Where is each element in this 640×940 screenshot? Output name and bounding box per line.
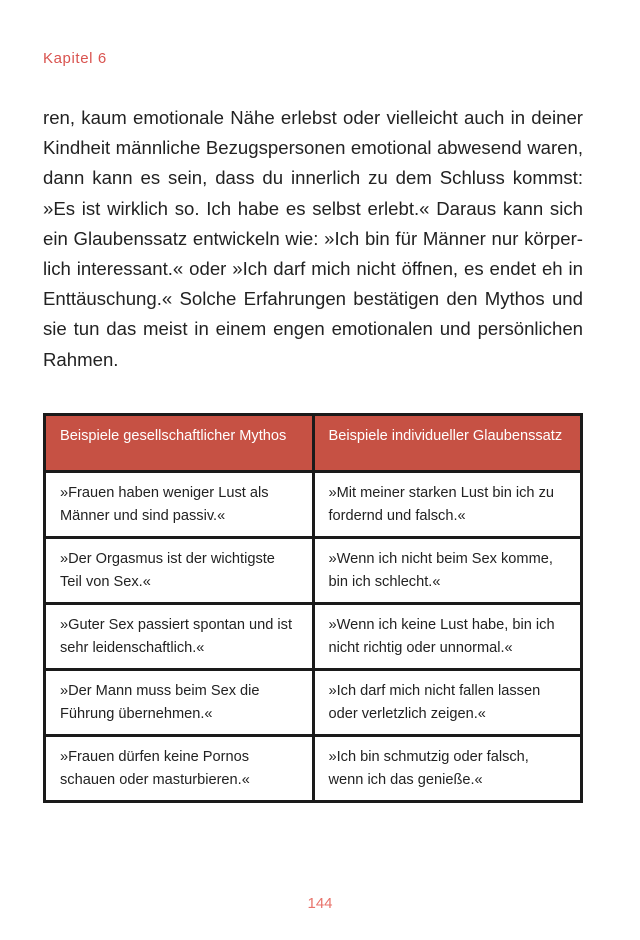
belief-cell: »Ich darf mich nicht fallen lassen oder verletzlich zeigen.« (313, 670, 582, 736)
belief-cell: »Ich bin schmutzig oder falsch, wenn ich das genieße.« (313, 736, 582, 802)
myth-cell: »Frauen haben weniger Lust als Männer und sind passiv.« (45, 472, 314, 538)
text-line: ein Glaubenssatz entwickeln wie: »Ich bin für Männer nur körper- (43, 227, 583, 249)
table-row (45, 604, 582, 670)
belief-cell: »Mit meiner starken Lust bin ich zu fordernd und falsch.« (313, 472, 582, 538)
text-line: dann kann es sein, dass du innerlich zu dem Schluss kommst: (43, 167, 583, 189)
myths-beliefs-table (43, 413, 583, 803)
header-societal-myth: Beispiele gesellschaftlicher Mythos (45, 415, 314, 472)
myth-cell: »Frauen dürfen keine Pornos schauen oder masturbieren.« (45, 736, 314, 802)
text-line: ren, kaum emotionale Nähe erlebst oder vielleicht auch in deiner (43, 107, 583, 128)
myth-cell: »Der Mann muss beim Sex die Führung übernehmen.« (45, 670, 314, 736)
text-line: Enttäuschung.« Solche Erfahrungen bestätigen den Mythos und (43, 288, 583, 310)
myth-cell: »Der Orgasmus ist der wichtigste Teil von Sex.« (45, 538, 314, 604)
text-line: Kindheit männliche Bezugspersonen emotional abwesend waren, (43, 137, 583, 159)
header-individual-belief: Beispiele individueller Glaubenssatz (313, 415, 582, 472)
belief-cell: »Wenn ich keine Lust habe, bin ich nicht richtig oder unnormal.« (313, 604, 582, 670)
text-line: lich interessant.« oder »Ich darf mich nicht öffnen, es endet eh in (43, 258, 583, 280)
page-number: 144 (307, 895, 333, 912)
table-row (45, 736, 582, 802)
text-line: sie tun das meist in einem engen emotionalen und persönlichen (43, 318, 583, 340)
chapter-heading: Kapitel 6 (43, 50, 107, 67)
table-row (45, 472, 582, 538)
table-row (45, 538, 582, 604)
text-line: »Es ist wirklich so. Ich habe es selbst erlebt.« Daraus kann sich (43, 197, 583, 219)
table-header-row (45, 415, 582, 472)
table-row (45, 670, 582, 736)
myth-cell: »Guter Sex passiert spontan und ist sehr leidenschaftlich.« (45, 604, 314, 670)
belief-cell: »Wenn ich nicht beim Sex komme, bin ich schlecht.« (313, 538, 582, 604)
body-paragraph (43, 103, 583, 375)
text-line: Rahmen. (43, 348, 119, 370)
